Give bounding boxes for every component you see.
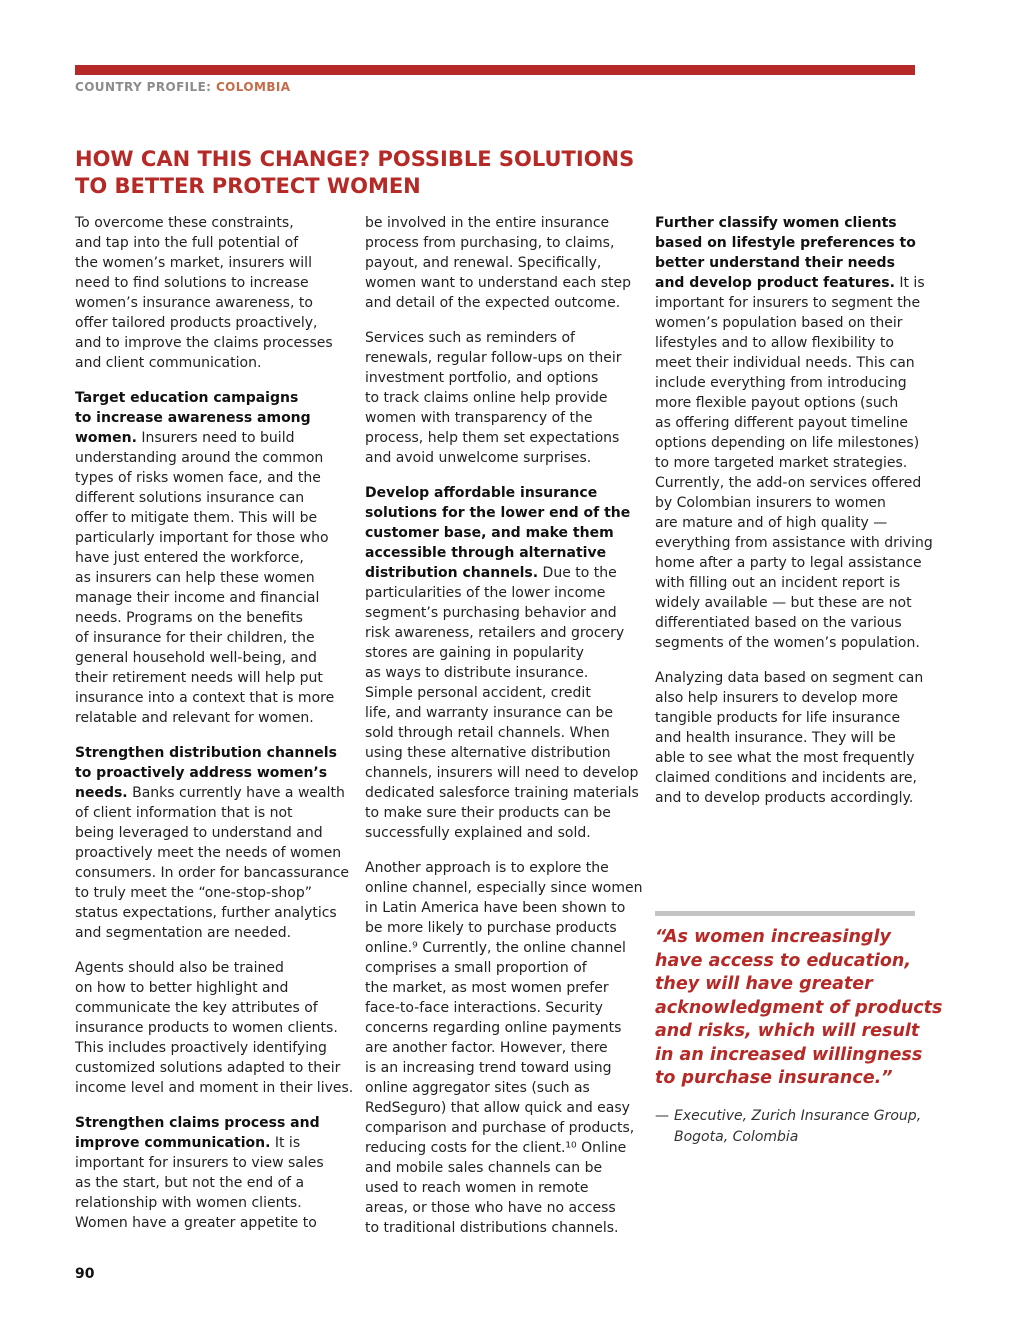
text-line: better understand their needs: [655, 255, 895, 271]
text-line: important for insurers to segment the: [655, 295, 921, 311]
text-line: women’s insurance awareness, to: [75, 295, 313, 311]
paragraph: [365, 328, 630, 468]
text-line: and risks, which will result: [655, 1021, 920, 1041]
text-line: lifestyles and to allow flexibility to: [655, 335, 894, 351]
text-line: and avoid unwelcome surprises.: [365, 450, 592, 466]
text-line: renewals, regular follow-ups on their: [365, 350, 622, 366]
text-line: consumers. In order for bancassurance: [75, 865, 350, 881]
text-line: concerns regarding online payments: [365, 1020, 622, 1036]
page-number: 90: [75, 1266, 95, 1282]
text-line: Develop affordable insurance: [365, 485, 598, 501]
text-line: to more targeted market strategies.: [655, 455, 908, 471]
text-line: reducing costs for the client.¹⁰ Online: [365, 1140, 627, 1156]
text-line: of insurance for their children, the: [75, 630, 315, 646]
text-line: be involved in the entire insurance: [365, 215, 610, 231]
text-line: and health insurance. They will be: [655, 730, 896, 746]
text-line: Bogota, Colombia: [674, 1129, 799, 1145]
text-line: as insurers can help these women: [75, 570, 315, 586]
text-line: segment’s purchasing behavior and: [365, 605, 617, 621]
text-line: are another factor. However, there: [365, 1040, 608, 1056]
text-line: claimed conditions and incidents are,: [655, 770, 917, 786]
text-line: and to develop products accordingly.: [655, 790, 914, 806]
paragraph: [75, 388, 340, 728]
text-line: differentiated based on the various: [655, 615, 902, 631]
text-line: tangible products for life insurance: [655, 710, 901, 726]
text-line: comparison and purchase of products,: [365, 1120, 635, 1136]
text-column-2: [365, 213, 643, 1253]
text-line: offer to mitigate them. This will be: [75, 510, 318, 526]
text-line: women’s population based on their: [655, 315, 903, 331]
text-line: and develop product features. It is: [655, 275, 925, 291]
text-line: the women’s market, insurers will: [75, 255, 312, 271]
text-line: payout, and renewal. Specifically,: [365, 255, 602, 271]
text-line: customer base, and make them: [365, 525, 614, 541]
text-line: to purchase insurance.”: [655, 1068, 893, 1088]
text-line: home after a party to legal assistance: [655, 555, 922, 571]
text-line: Strengthen distribution channels: [75, 745, 337, 761]
text-line: able to see what the most frequently: [655, 750, 915, 766]
text-line: needs. Banks currently have a wealth: [75, 785, 345, 801]
text-line: everything from assistance with driving: [655, 535, 933, 551]
paragraph: [75, 213, 340, 373]
running-header: [75, 80, 290, 94]
text-line: Agents should also be trained: [75, 960, 284, 976]
text-line: insurance products to women clients.: [75, 1020, 338, 1036]
paragraph: [75, 958, 354, 1098]
text-line: to traditional distributions channels.: [365, 1220, 619, 1236]
text-line: is an increasing trend toward using: [365, 1060, 612, 1076]
text-line: women with transparency of the: [365, 410, 593, 426]
text-line: improve communication. It is: [75, 1135, 301, 1151]
text-line: be more likely to purchase products: [365, 920, 617, 936]
text-line: risk awareness, retailers and grocery: [365, 625, 625, 641]
text-line: distribution channels. Due to the: [365, 565, 617, 581]
text-line: and client communication.: [75, 355, 262, 371]
text-line: face-to-face interactions. Security: [365, 1000, 603, 1016]
text-line: women want to understand each step: [365, 275, 632, 291]
text-line: their retirement needs will help put: [75, 670, 323, 686]
text-line: process, help them set expectations: [365, 430, 620, 446]
text-line: understanding around the common: [75, 450, 324, 466]
text-line: used to reach women in remote: [365, 1180, 589, 1196]
text-line: options depending on life milestones): [655, 435, 920, 451]
text-line: particularly important for those who: [75, 530, 329, 546]
text-line: have access to education,: [655, 950, 911, 971]
paragraph: [365, 858, 643, 1238]
text-line: to make sure their products can be: [365, 805, 611, 821]
text-line: to proactively address women’s: [75, 765, 328, 781]
text-line: areas, or those who have no access: [365, 1200, 616, 1216]
text-line: Currently, the add-on services offered: [655, 475, 922, 491]
text-line: investment portfolio, and options: [365, 370, 599, 386]
text-line: are mature and of high quality —: [655, 515, 888, 531]
text-line: and mobile sales channels can be: [365, 1160, 603, 1176]
pull-quote: [655, 926, 942, 1091]
paragraph: [655, 668, 924, 808]
text-line: as ways to distribute insurance.: [365, 665, 589, 681]
text-line: income level and moment in their lives.: [75, 1080, 354, 1096]
quote-attribution: [655, 1106, 921, 1148]
text-line: to track claims online help provide: [365, 390, 608, 406]
text-line: Another approach is to explore the: [365, 860, 609, 876]
text-line: relationship with women clients.: [75, 1195, 302, 1211]
text-line: and to improve the claims processes: [75, 335, 333, 351]
profile-country: COLOMBIA: [215, 80, 291, 94]
text-line: To overcome these constraints,: [75, 215, 294, 231]
text-line: more flexible payout options (such: [655, 395, 899, 411]
text-line: dedicated salesforce training materials: [365, 785, 639, 801]
header-rule: [75, 65, 915, 75]
text-line: Services such as reminders of: [365, 330, 575, 346]
text-line: in Latin America have been shown to: [365, 900, 626, 916]
text-line: RedSeguro) that allow quick and easy: [365, 1100, 630, 1116]
text-column-1: [75, 213, 354, 1248]
attribution-dash: —: [655, 1108, 669, 1124]
text-line: accessible through alternative: [365, 545, 607, 561]
text-line: need to find solutions to increase: [75, 275, 309, 291]
text-line: Analyzing data based on segment can: [655, 670, 924, 686]
text-line: of client information that is not: [75, 805, 293, 821]
text-line: include everything from introducing: [655, 375, 907, 391]
text-line: they will have greater: [655, 974, 873, 994]
text-line: Further classify women clients: [655, 215, 897, 231]
text-line: communicate the key attributes of: [75, 1000, 318, 1016]
text-line: and tap into the full potential of: [75, 235, 299, 251]
profile-label: COUNTRY PROFILE:: [75, 80, 216, 94]
paragraph: [365, 483, 639, 843]
text-column-3: [655, 213, 933, 823]
paragraph: [75, 743, 350, 943]
text-line: online aggregator sites (such as: [365, 1080, 590, 1096]
text-line: to truly meet the “one-stop-shop”: [75, 885, 312, 901]
text-line: on how to better highlight and: [75, 980, 289, 996]
text-line: and detail of the expected outcome.: [365, 295, 621, 311]
text-line: customized solutions adapted to their: [75, 1060, 341, 1076]
text-line: offer tailored products proactively,: [75, 315, 318, 331]
pull-quote-rule: [655, 911, 915, 916]
text-line: the market, as most women prefer: [365, 980, 609, 996]
text-line: using these alternative distribution: [365, 745, 611, 761]
text-line: successfully explained and sold.: [365, 825, 591, 841]
section-title-line: TO BETTER PROTECT WOMEN: [75, 174, 421, 198]
text-line: life, and warranty insurance can be: [365, 705, 613, 721]
text-line: segments of the women’s population.: [655, 635, 920, 651]
text-line: status expectations, further analytics: [75, 905, 337, 921]
text-line: insurance into a context that is more: [75, 690, 335, 706]
text-line: as offering different payout timeline: [655, 415, 908, 431]
text-line: sold through retail channels. When: [365, 725, 610, 741]
text-line: to increase awareness among: [75, 410, 311, 426]
text-line: important for insurers to view sales: [75, 1155, 324, 1171]
text-line: needs. Programs on the benefits: [75, 610, 303, 626]
text-line: Simple personal accident, credit: [365, 685, 591, 701]
text-line: This includes proactively identifying: [75, 1040, 327, 1056]
text-line: online.⁹ Currently, the online channel: [365, 940, 626, 956]
text-line: also help insurers to develop more: [655, 690, 898, 706]
text-line: and segmentation are needed.: [75, 925, 292, 941]
text-line: Strengthen claims process and: [75, 1115, 320, 1131]
text-line: widely available — but these are not: [655, 595, 912, 611]
text-line: as the start, but not the end of a: [75, 1175, 305, 1191]
text-line: types of risks women face, and the: [75, 470, 321, 486]
paragraph: [655, 213, 933, 653]
text-line: particularities of the lower income: [365, 585, 606, 601]
text-line: comprises a small proportion of: [365, 960, 587, 976]
section-title: [75, 146, 675, 200]
text-line: Target education campaigns: [75, 390, 299, 406]
text-line: general household well-being, and: [75, 650, 317, 666]
paragraph: [365, 213, 630, 313]
text-line: women. Insurers need to build: [75, 430, 295, 446]
text-line: “As women increasingly: [655, 927, 891, 947]
text-line: have just entered the workforce,: [75, 550, 304, 566]
text-line: being leveraged to understand and: [75, 825, 323, 841]
text-line: with filling out an incident report is: [655, 575, 901, 591]
text-line: proactively meet the needs of women: [75, 845, 342, 861]
text-line: manage their income and financial: [75, 590, 320, 606]
text-line: process from purchasing, to claims,: [365, 235, 615, 251]
text-line: Executive, Zurich Insurance Group,: [674, 1108, 922, 1124]
text-line: in an increased willingness: [655, 1044, 923, 1065]
text-line: solutions for the lower end of the: [365, 505, 631, 521]
text-line: by Colombian insurers to women: [655, 495, 886, 511]
text-line: acknowledgment of products: [655, 997, 943, 1018]
text-line: based on lifestyle preferences to: [655, 235, 916, 251]
text-line: Women have a greater appetite to: [75, 1215, 317, 1231]
paragraph: [75, 1113, 340, 1233]
section-title-line: HOW CAN THIS CHANGE? POSSIBLE SOLUTIONS: [75, 147, 635, 171]
text-line: relatable and relevant for women.: [75, 710, 314, 726]
attribution-text: [674, 1106, 921, 1148]
text-line: different solutions insurance can: [75, 490, 305, 506]
text-line: online channel, especially since women: [365, 880, 643, 896]
text-line: meet their individual needs. This can: [655, 355, 915, 371]
text-line: stores are gaining in popularity: [365, 645, 584, 661]
text-line: channels, insurers will need to develop: [365, 765, 639, 781]
